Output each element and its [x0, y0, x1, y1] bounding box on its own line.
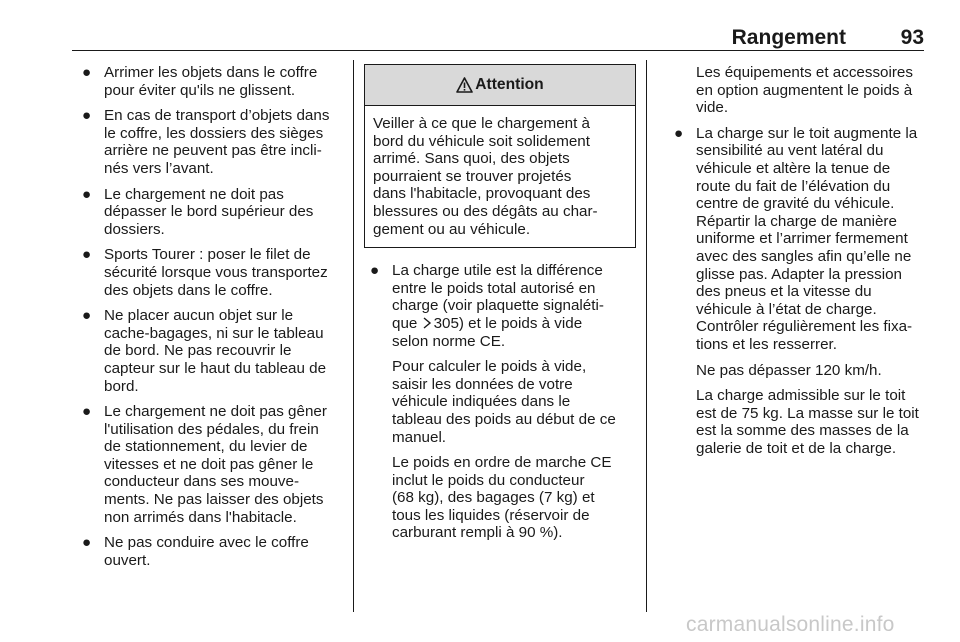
warning-box [364, 64, 636, 248]
column-divider [646, 60, 647, 612]
warning-text: Veiller à ce que le chargement à bord du véhicule soit solidement arrimé. Sans quoi, des objets pourraient se trouver projetés dans l'habitacle, provoquant des blessures ou des dégâts au char‐ gement ou au véhicule. [373, 115, 598, 238]
warning-triangle-icon [456, 77, 473, 93]
list-item: ● Le chargement ne doit pas gêner l'utilisation des pédales, du frein de stationnement, du levier de vitesses et ne doit pas gêner le conducteur dans ses mouve‐ ments. Ne pas laisser des objets non arrimés dans l'habitacle. [82, 403, 327, 526]
paragraph: Ne pas dépasser 120 km/h. [696, 361, 882, 379]
bullet-icon: ● [82, 64, 92, 81]
paragraph: Les équipements et accessoires en option augmentent le poids à vide. [696, 64, 913, 117]
bullet-icon: ● [82, 246, 92, 264]
paragraph: Le poids en ordre de marche CE inclut le poids du conducteur (68 kg), des bagages (7 kg) et tous les liquides (réservoir de carburant rempli à 90 %). [392, 454, 612, 542]
bullet-icon: ● [82, 307, 92, 325]
warning-header [365, 65, 635, 106]
column-right [668, 64, 930, 465]
column-left [76, 64, 344, 577]
section-title: Rangement [731, 26, 846, 49]
paragraph: Pour calculer le poids à vide, saisir les données de votre véhicule indiquées dans le tableau des poids au début de ce manuel. [392, 358, 616, 446]
bullet-icon: ● [82, 185, 92, 203]
list-item: ● La charge sur le toit augmente la sensibilité au vent latéral du véhicule et altère la tenue de route du fait de l’élévation du centre de gravité du véhicule. Répartir la charge de manière uniforme et l’arrimer fermement avec des sangles afin qu’elle ne glisse pas. Adapter la pression des pneus et la vitesse du véhicule à l’état de charge. Contrôler régulièrement les fixa‐ tions et les resserrer. [674, 124, 918, 353]
bullet-icon: ● [82, 534, 92, 552]
watermark: carmanualsonline.info [686, 613, 895, 636]
column-middle [364, 64, 636, 550]
column-divider [353, 60, 354, 612]
warning-title: Attention [475, 76, 544, 94]
list-item: ● La charge utile est la différence entre le poids total autorisé en charge (voir plaquette signaléti‐ que 305) et le poids à vide selon norme CE. [370, 262, 604, 350]
list-item: ● Ne pas conduire avec le coffre ouvert. [82, 534, 309, 569]
page-reference-icon[interactable] [422, 317, 432, 329]
bullet-icon: ● [82, 403, 92, 421]
list-item: ● Ne placer aucun objet sur le cache-bagages, ni sur le tableau de bord. Ne pas recouvrir le capteur sur le haut du tableau de bord. [82, 307, 327, 395]
paragraph: La charge admissible sur le toit est de 75 kg. La masse sur le toit est la somme des masses de la galerie de toit et de la charge. [696, 387, 919, 457]
bullet-icon: ● [674, 124, 684, 142]
list-item: ● En cas de transport d’objets dans le coffre, les dossiers des sièges arrière ne peuvent pas être incli‐ nés vers l’avant. [82, 107, 330, 177]
page-number: 93 [900, 26, 924, 49]
page-reference-link[interactable]: 305) et le poids à vide [433, 314, 583, 332]
bullet-icon: ● [370, 262, 380, 280]
list-item: ● Sports Tourer : poser le filet de sécurité lorsque vous transportez des objets dans le coffre. [82, 246, 328, 299]
list-item: ● Arrimer les objets dans le coffre pour éviter qu'ils ne glissent. [82, 64, 318, 99]
page-header [72, 26, 924, 51]
bullet-icon: ● [82, 107, 92, 125]
list-item: ● Le chargement ne doit pas dépasser le bord supérieur des dossiers. [82, 185, 314, 238]
